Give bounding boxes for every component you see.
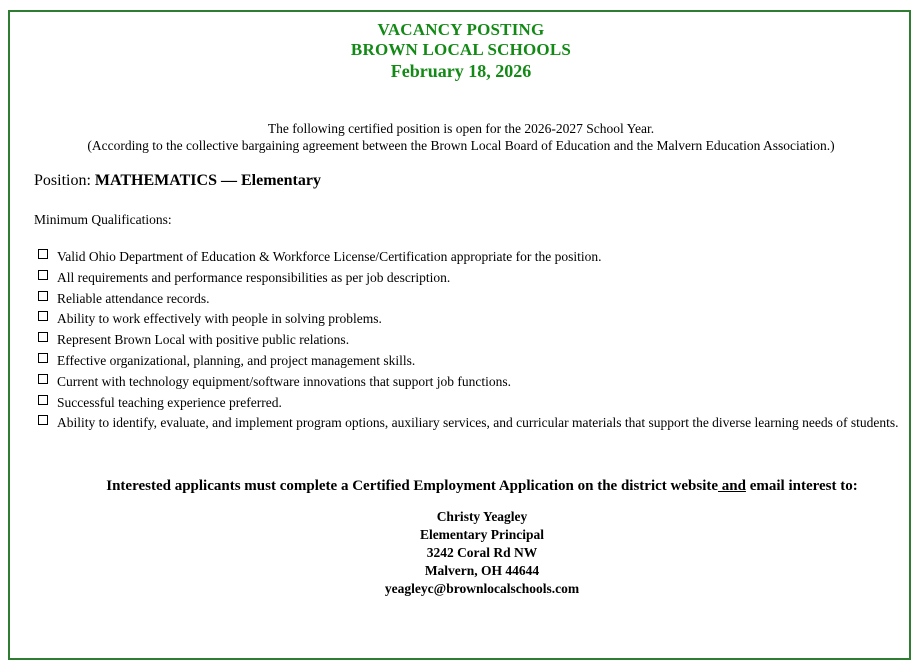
apply-text-before: Interested applicants must complete a Certified Employment Application on the district website xyxy=(106,478,719,494)
qualification-item xyxy=(38,268,908,287)
qualification-item xyxy=(38,330,908,349)
qualification-text: Current with technology equipment/software innovations that support job functions. xyxy=(57,373,512,389)
intro-line-1: The following certified position is open for the 2026-2027 School Year. xyxy=(267,121,655,136)
qualifications-list xyxy=(38,247,908,434)
application-instructions xyxy=(0,478,922,495)
contact-title: Elementary Principal xyxy=(419,527,545,542)
checkbox-icon xyxy=(38,270,48,280)
qualification-text: Ability to identify, evaluate, and implement program options, auxiliary services, and curricular materials that support the diverse learning needs of students. xyxy=(57,415,899,431)
contact-street: 3242 Coral Rd NW xyxy=(426,545,538,560)
contact-block xyxy=(0,508,922,598)
posting-date: February 18, 2026 xyxy=(390,61,532,81)
qualification-item xyxy=(38,309,908,328)
qualification-text: Successful teaching experience preferred. xyxy=(57,394,282,410)
qualification-item xyxy=(38,413,908,432)
qualifications-heading: Minimum Qualifications: xyxy=(34,212,172,227)
checkbox-icon xyxy=(38,249,48,259)
checkbox-icon xyxy=(38,395,48,405)
qualification-text: All requirements and performance responsibilities as per job description. xyxy=(57,269,451,285)
apply-text-underlined: and xyxy=(718,478,746,494)
checkbox-icon xyxy=(38,332,48,342)
posting-title: VACANCY POSTING xyxy=(377,20,545,39)
qualification-item xyxy=(38,247,908,266)
position-line xyxy=(34,172,321,190)
qualification-item xyxy=(38,289,908,308)
qualification-item xyxy=(38,393,908,412)
checkbox-icon xyxy=(38,415,48,425)
checkbox-icon xyxy=(38,374,48,384)
contact-city: Malvern, OH 44644 xyxy=(424,563,540,578)
qualification-text: Effective organizational, planning, and project management skills. xyxy=(57,352,416,368)
qualification-text: Represent Brown Local with positive public relations. xyxy=(57,332,350,348)
qualification-text: Ability to work effectively with people in solving problems. xyxy=(57,311,382,327)
contact-email: yeagleyc@brownlocalschools.com xyxy=(384,581,580,596)
qualification-text: Reliable attendance records. xyxy=(57,290,210,306)
qualification-text: Valid Ohio Department of Education & Workforce License/Certification appropriate for the position. xyxy=(57,249,602,264)
position-label: Position: xyxy=(34,172,91,189)
contact-name: Christy Yeagley xyxy=(436,509,528,524)
position-value: MATHEMATICS — Elementary xyxy=(94,172,321,189)
intro-line-2: (According to the collective bargaining agreement between the Brown Local Board of Education and the Malvern Education Association.) xyxy=(87,138,835,153)
qualification-item xyxy=(38,351,908,370)
checkbox-icon xyxy=(38,311,48,321)
checkbox-icon xyxy=(38,353,48,363)
checkbox-icon xyxy=(38,291,48,301)
apply-text-after: email interest to: xyxy=(745,478,858,494)
district-name: BROWN LOCAL SCHOOLS xyxy=(350,40,572,59)
qualification-item xyxy=(38,372,908,391)
